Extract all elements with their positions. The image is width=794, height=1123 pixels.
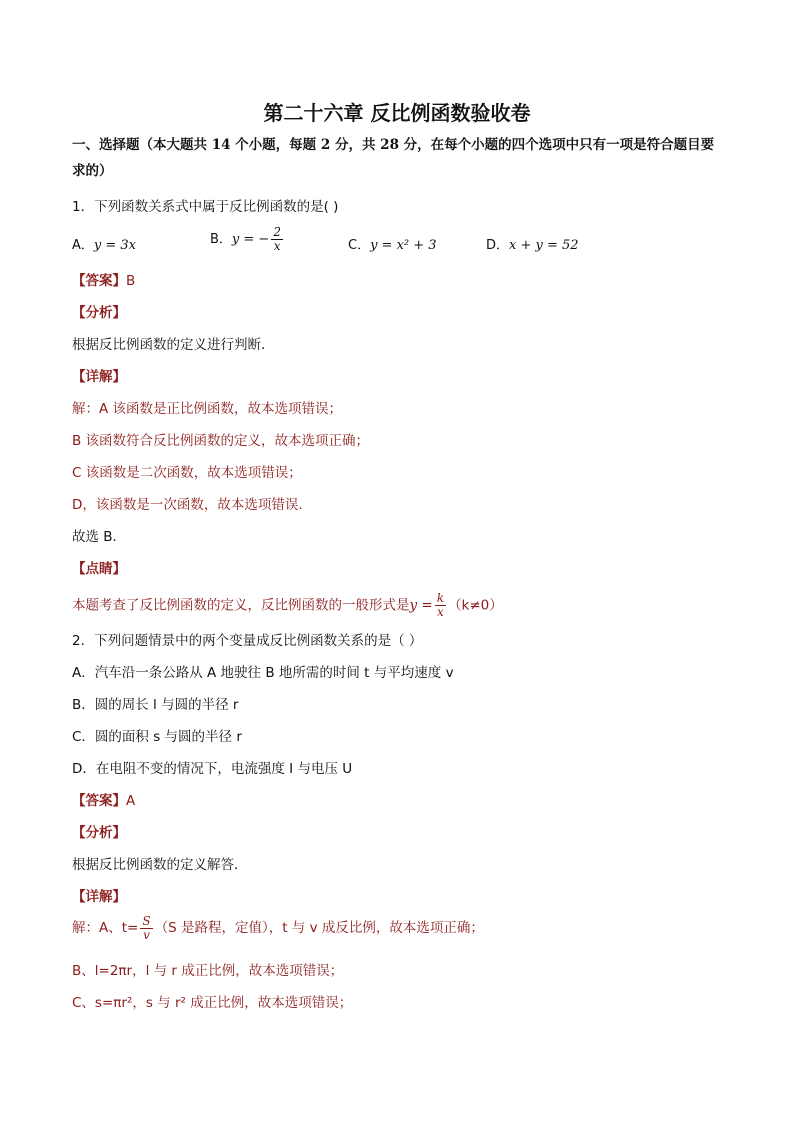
q1-detail-line: C 该函数是二次函数，故本选项错误； <box>72 465 302 481</box>
q1-detail-tag: 【详解】 <box>72 369 126 385</box>
q1-option-b: B．y = − $\frac{2}{x}$ <box>210 225 281 253</box>
q2-option-b: B．圆的周长 l 与圆的半径 r <box>72 697 239 713</box>
q2-option-c: C．圆的面积 s 与圆的半径 r <box>72 729 242 745</box>
q1-detail-line: B 该函数符合反比例函数的定义，故本选项正确； <box>72 433 370 449</box>
q1-analysis: 根据反比例函数的定义进行判断． <box>72 337 275 353</box>
q1-conclusion: 故选 B． <box>72 529 127 545</box>
q2-detail-a: 解：A、t= $\frac{S}{v}$ （S 是路程，定值），t 与 v 成反比例，故本选项正确； <box>72 913 484 942</box>
q1-answer: 【答案】B <box>72 273 136 289</box>
q1-analysis-tag: 【分析】 <box>72 305 126 321</box>
q1-option-a: A．y = 3x <box>72 238 137 253</box>
q2-option-a: A．汽车沿一条公路从 A 地驶往 B 地所需的时间 t 与平均速度 v <box>72 665 454 681</box>
q1-option-c: C．y = x² + 3 <box>348 238 437 253</box>
q2-answer: 【答案】A <box>72 793 136 809</box>
page-title: 第二十六章 反比例函数验收卷 <box>263 101 531 125</box>
q1-comment-tag: 【点睛】 <box>72 561 126 577</box>
q2-option-d: D．在电阻不变的情况下，电流强度 I 与电压 U <box>72 761 353 777</box>
section-heading: 一、选择题（本大题共 14 个小题，每题 2 分，共 28 分，在每个小题的四个选项中只有一项是符合题目要 <box>72 137 715 153</box>
q1-comment: 本题考查了反比例函数的定义，反比例函数的一般形式是y = $\frac{k}{x}$ （k≠0） <box>72 591 503 619</box>
question-1-stem: 1．下列函数关系式中属于反比例函数的是( ) <box>72 199 339 215</box>
q2-analysis-tag: 【分析】 <box>72 825 126 841</box>
q2-detail-tag: 【详解】 <box>72 889 126 905</box>
q1-detail-line: D，该函数是一次函数，故本选项错误. <box>72 497 303 513</box>
q1-option-d: D．x + y = 52 <box>486 238 579 253</box>
q2-detail-c: C、s=πr²，s 与 r² 成正比例，故本选项错误； <box>72 995 353 1011</box>
q2-detail-b: B、l=2πr，l 与 r 成正比例，故本选项错误； <box>72 963 344 979</box>
q2-analysis: 根据反比例函数的定义解答． <box>72 857 248 873</box>
section-heading-cont: 求的） <box>72 163 113 179</box>
question-2-stem: 2．下列问题情景中的两个变量成反比例函数关系的是（ ） <box>72 633 423 649</box>
q1-detail-line: 解：A 该函数是正比例函数，故本选项错误； <box>72 401 343 417</box>
